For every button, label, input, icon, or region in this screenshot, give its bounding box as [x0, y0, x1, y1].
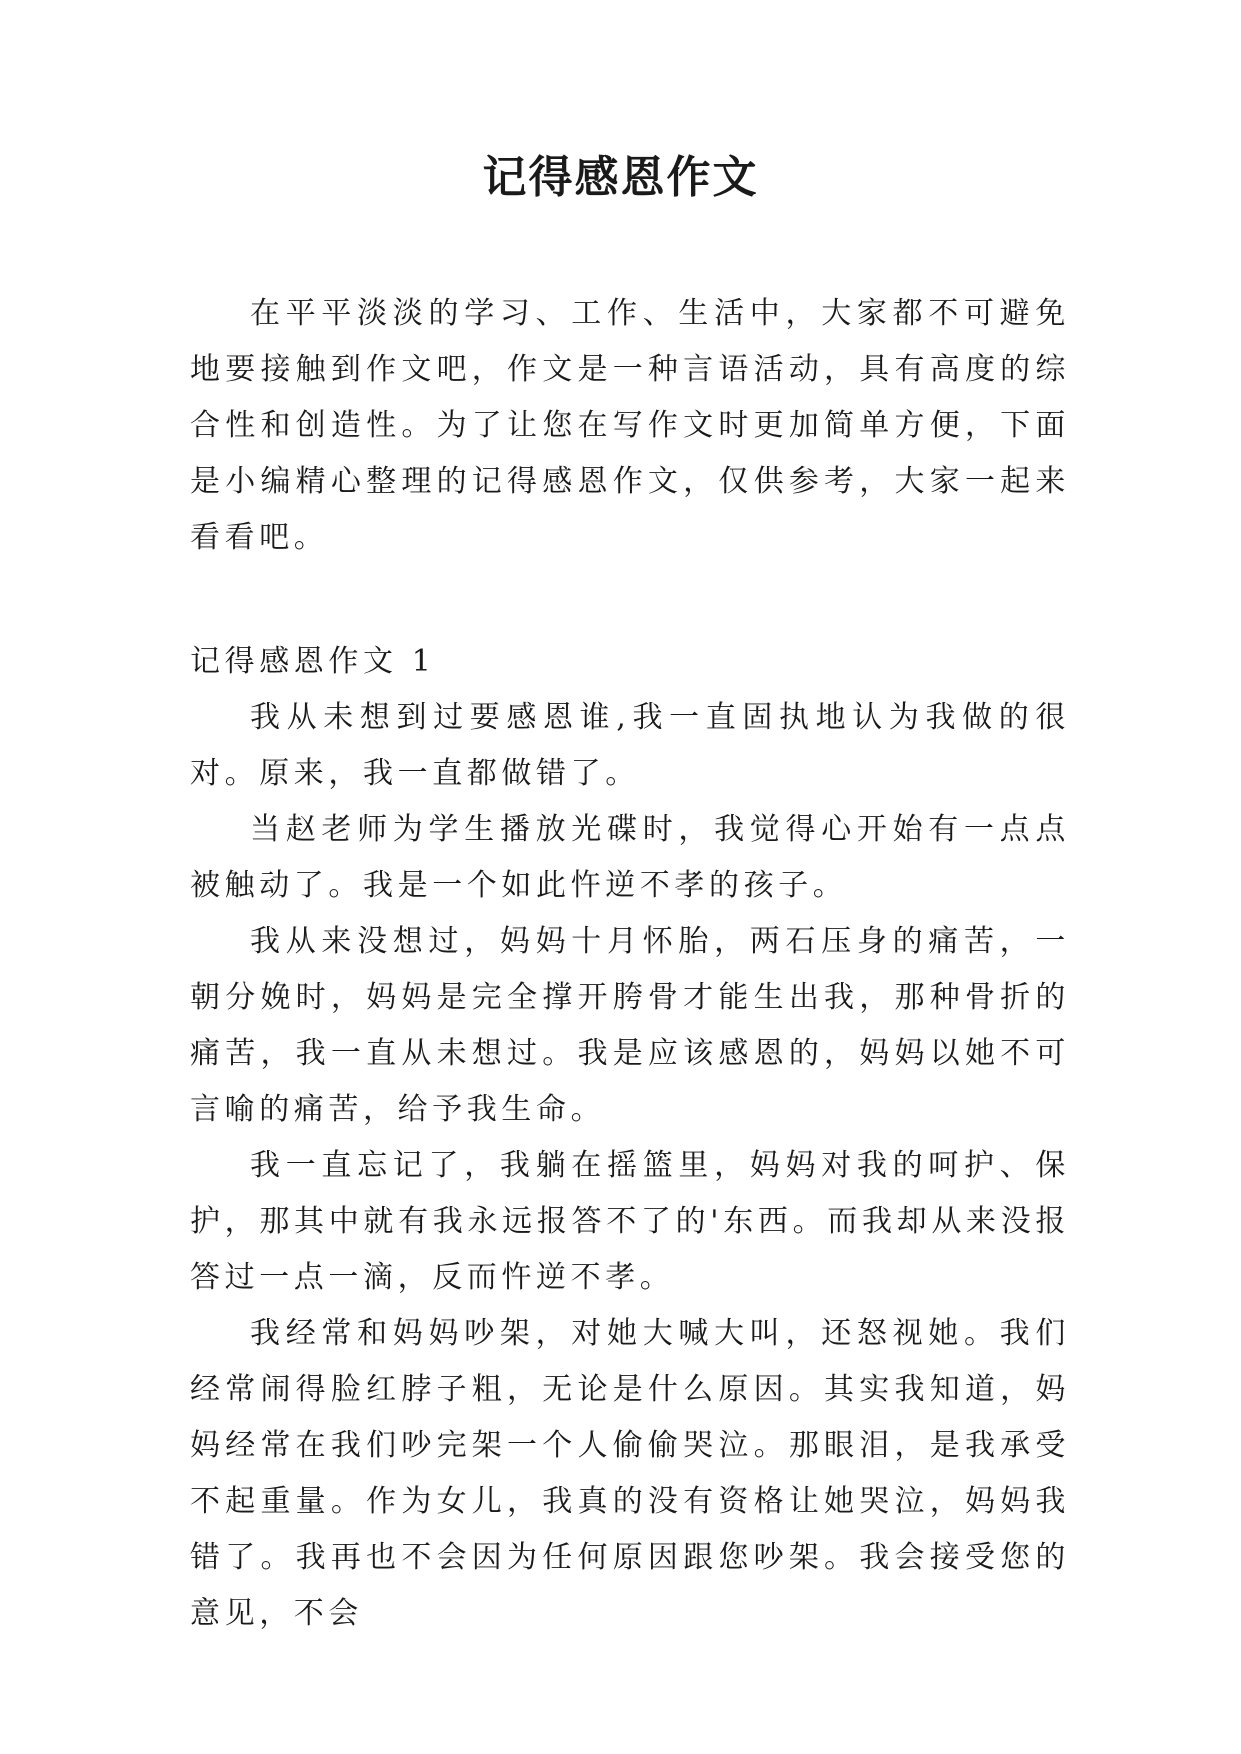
body-paragraph: 我经常和妈妈吵架，对她大喊大叫，还怒视她。我们经常闹得脸红脖子粗，无论是什么原因。其实我知道，妈妈经常在我们吵完架一个人偷偷哭泣。那眼泪，是我承受不起重量。作为女儿，我真的没有资格让她哭泣，妈妈我错了。我再也不会因为任何原因跟您吵架。我会接受您的意见，不会: [190, 1316, 1070, 1631]
body-paragraph: 我一直忘记了，我躺在摇篮里，妈妈对我的呵护、保护，那其中就有我永远报答不了的'东西。而我却从来没报答过一点一滴，反而忤逆不孝。: [190, 1148, 1070, 1295]
document-title: 记得感恩作文: [482, 152, 759, 203]
section-heading: 记得感恩作文 1: [190, 644, 436, 679]
document-body: [190, 286, 1070, 1642]
intro-paragraph: 在平平淡淡的学习、工作、生活中，大家都不可避免地要接触到作文吧，作文是一种言语活动，具有高度的综合性和创造性。为了让您在写作文时更加简单方便，下面是小编精心整理的记得感恩作文，仅供参考，大家一起来看看吧。: [190, 296, 1070, 555]
body-paragraph: 我从来没想过，妈妈十月怀胎，两石压身的痛苦，一朝分娩时，妈妈是完全撑开胯骨才能生出我，那种骨折的痛苦，我一直从未想过。我是应该感恩的，妈妈以她不可言喻的痛苦，给予我生命。: [190, 924, 1070, 1127]
body-paragraph: 我从未想到过要感恩谁,我一直固执地认为我做的很对。原来，我一直都做错了。: [190, 700, 1070, 791]
body-paragraph: 当赵老师为学生播放光碟时，我觉得心开始有一点点被触动了。我是一个如此忤逆不孝的孩子。: [190, 812, 1070, 903]
